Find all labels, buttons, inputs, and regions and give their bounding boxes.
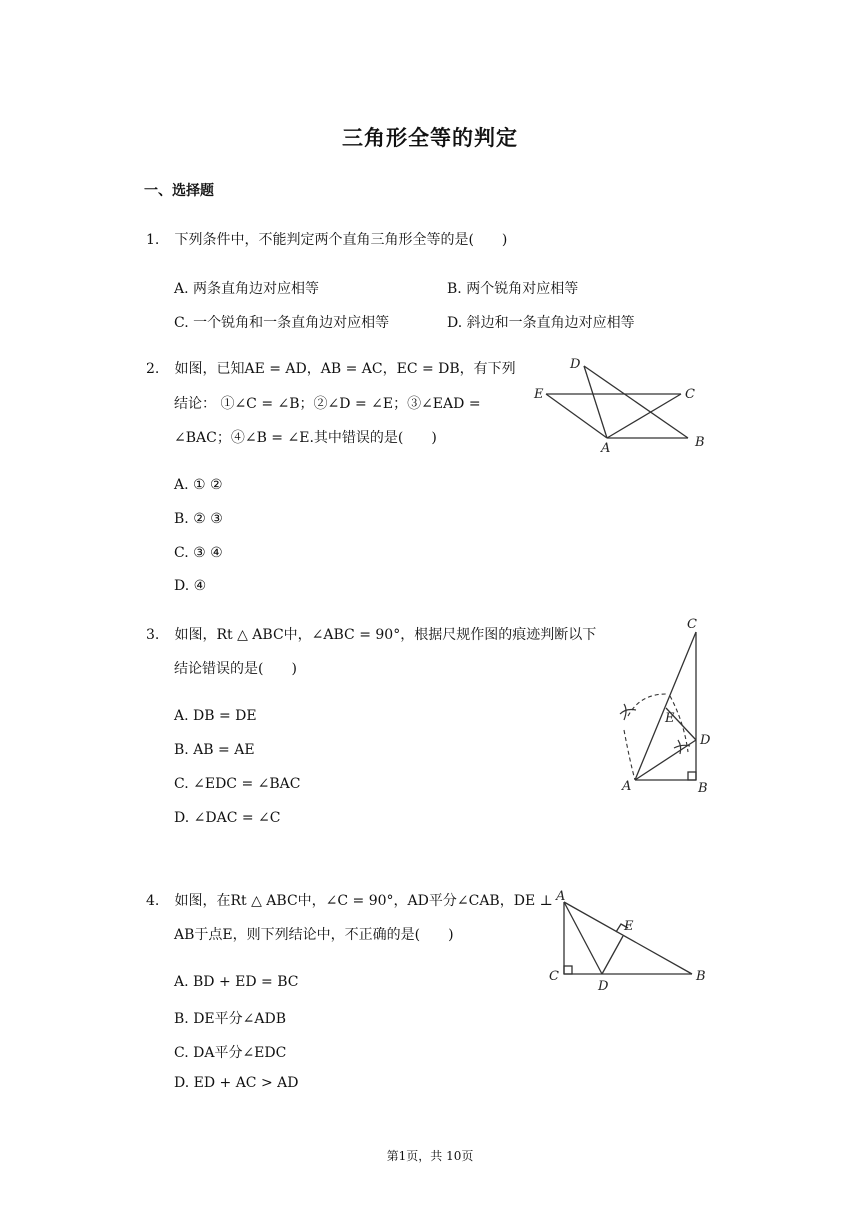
question-1-option-b: B. 两个锐角对应相等 bbox=[447, 281, 579, 297]
question-1-option-a: A. 两条直角边对应相等 bbox=[174, 281, 320, 297]
question-2-number: 2. bbox=[146, 361, 160, 377]
page-title: 三角形全等的判定 bbox=[342, 126, 518, 150]
question-3-option-d: D. ∠DAC = ∠C bbox=[174, 810, 281, 826]
question-4-option-d: D. ED + AC > AD bbox=[174, 1075, 299, 1091]
question-1-stem bbox=[146, 230, 507, 250]
question-4-stem bbox=[146, 891, 553, 911]
question-4-line-1: 如图，在Rt △ ABC中，∠C = 90°，AD平分∠CAB，DE ⊥ bbox=[174, 893, 553, 909]
q3-label-b: B bbox=[698, 781, 708, 796]
question-3-option-a: A. DB = DE bbox=[174, 708, 257, 724]
question-2-option-c: C. ③ ④ bbox=[174, 545, 223, 561]
question-4-figure bbox=[544, 884, 720, 992]
q3-label-d: D bbox=[700, 733, 711, 748]
section-heading: 一、选择题 bbox=[144, 183, 214, 199]
question-4-option-b: B. DE平分∠ADB bbox=[174, 1011, 286, 1027]
question-2-figure bbox=[528, 352, 718, 456]
question-3-stem bbox=[146, 625, 596, 645]
q2-label-b: B bbox=[695, 435, 705, 450]
q4-label-a: A bbox=[556, 889, 566, 904]
q3-label-e: E bbox=[665, 711, 675, 726]
q4-label-d: D bbox=[598, 979, 609, 992]
q3-label-a: A bbox=[622, 779, 632, 794]
q4-label-e: E bbox=[624, 919, 634, 934]
question-2-option-b: B. ② ③ bbox=[174, 511, 223, 527]
question-3-line-1: 如图，Rt △ ABC中，∠ABC = 90°，根据尺规作图的痕迹判断以下 bbox=[174, 627, 597, 643]
question-1-option-c: C. 一个锐角和一条直角边对应相等 bbox=[174, 315, 390, 331]
question-1-option-d: D. 斜边和一条直角边对应相等 bbox=[447, 315, 635, 331]
question-2-option-a: A. ① ② bbox=[174, 477, 223, 493]
question-4-line-2: AB于点E，则下列结论中，不正确的是( ) bbox=[174, 927, 454, 943]
question-2-line-3: ∠BAC；④∠B = ∠E.其中错误的是( ) bbox=[174, 430, 437, 446]
q4-label-c: C bbox=[549, 969, 559, 984]
question-1-number: 1. bbox=[146, 232, 160, 248]
question-3-figure bbox=[610, 612, 720, 798]
page-footer: 第1页，共 10页 bbox=[386, 1149, 474, 1163]
question-4-option-c: C. DA平分∠EDC bbox=[174, 1045, 287, 1061]
question-4-option-a: A. BD + ED = BC bbox=[174, 974, 299, 990]
question-3-option-c: C. ∠EDC = ∠BAC bbox=[174, 776, 301, 792]
q3-label-c: C bbox=[687, 617, 697, 632]
question-2-option-d: D. ④ bbox=[174, 578, 207, 594]
q2-label-a: A bbox=[601, 441, 611, 456]
q2-label-e: E bbox=[534, 387, 544, 402]
question-3-line-2: 结论错误的是( ) bbox=[174, 661, 297, 677]
question-2-stem bbox=[146, 359, 516, 379]
question-2-line-1: 如图，已知AE = AD，AB = AC，EC = DB，有下列 bbox=[174, 361, 516, 377]
question-2-line-2: 结论： ①∠C = ∠B；②∠D = ∠E；③∠EAD = bbox=[174, 396, 481, 412]
question-3-option-b: B. AB = AE bbox=[174, 742, 255, 758]
q2-label-d: D bbox=[570, 357, 581, 372]
q2-label-c: C bbox=[685, 387, 695, 402]
q4-label-b: B bbox=[696, 969, 706, 984]
question-4-number: 4. bbox=[146, 893, 160, 909]
question-3-number: 3. bbox=[146, 627, 160, 643]
question-1-text: 下列条件中，不能判定两个直角三角形全等的是( ) bbox=[174, 232, 508, 248]
